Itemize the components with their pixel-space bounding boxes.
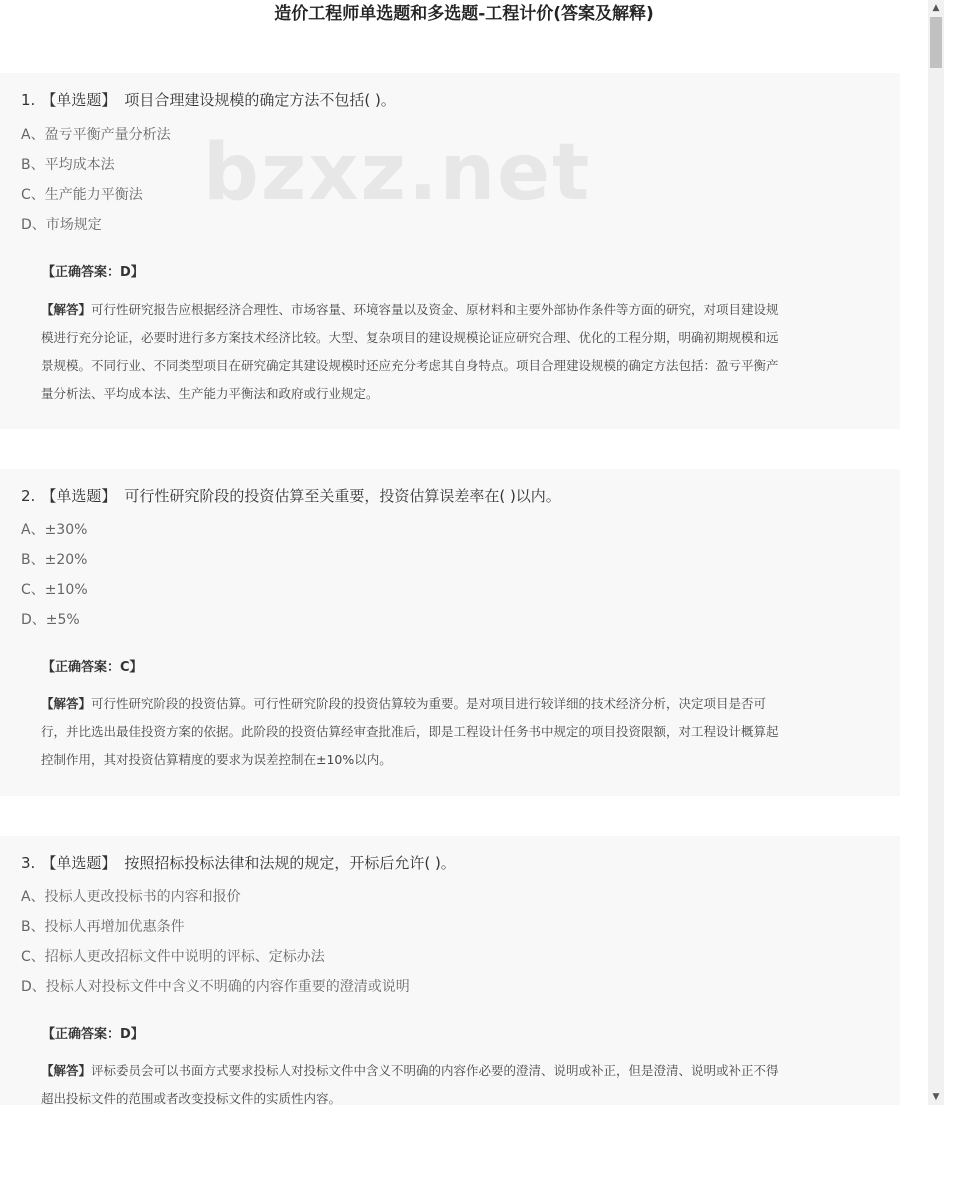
correct-answer: 【正确答案：D】	[42, 265, 144, 280]
correct-answer: 【正确答案：C】	[42, 660, 143, 675]
question-type: 【单选题】	[41, 487, 117, 505]
question-card-2	[0, 469, 900, 796]
explanation-line: 【解答】可行性研究阶段的投资估算。可行性研究阶段的投资估算较为重要。是对项目进行较详细的技术经济分析，决定项目是否可	[41, 696, 767, 711]
question-type: 【单选题】	[41, 854, 117, 872]
scrollbar-thumb[interactable]	[930, 17, 942, 68]
explanation	[41, 1057, 871, 1105]
explanation-tag: 【解答】	[41, 696, 92, 711]
question-type: 【单选题】	[41, 91, 117, 109]
explanation-line: 模进行充分论证，必要时进行多方案技术经济比较。大型、复杂项目的建设规模论证应研究合理、优化的工程分期，明确初期规模和远	[41, 330, 779, 345]
explanation-tag: 【解答】	[41, 302, 92, 317]
option-d[interactable]: D、投标人对投标文件中含义不明确的内容作重要的澄清或说明	[21, 979, 410, 995]
question-number: 2.	[21, 487, 36, 505]
question-title	[21, 485, 561, 507]
explanation-line: 景规模。不同行业、不同类型项目在研究确定其建设规模时还应充分考虑其自身特点。项目合理建设规模的确定方法包括：盈亏平衡产	[41, 358, 779, 373]
option-b[interactable]: B、平均成本法	[21, 157, 115, 173]
explanation-line: 【解答】评标委员会可以书面方式要求投标人对投标文件中含义不明确的内容作必要的澄清、说明或补正，但是澄清、说明或补正不得	[41, 1063, 779, 1078]
explanation-tag: 【解答】	[41, 1063, 92, 1078]
explanation-line: 【解答】可行性研究报告应根据经济合理性、市场容量、环境容量以及资金、原材料和主要外部协作条件等方面的研究，对项目建设规	[41, 302, 779, 317]
question-card-1	[0, 73, 900, 429]
option-d[interactable]: D、市场规定	[21, 217, 102, 233]
question-title	[21, 852, 456, 874]
option-b[interactable]: B、±20%	[21, 552, 88, 568]
explanation	[41, 296, 871, 408]
correct-answer: 【正确答案：D】	[42, 1027, 144, 1042]
explanation-line: 行，并比选出最佳投资方案的依据。此阶段的投资估算经审查批准后，即是工程设计任务书中规定的项目投资限额，对工程设计概算起	[41, 724, 779, 739]
page-title: 造价工程师单选题和多选题-工程计价(答案及解释)	[274, 4, 654, 24]
option-c[interactable]: C、生产能力平衡法	[21, 187, 143, 203]
question-text: 按照招标投标法律和法规的规定，开标后允许( )。	[124, 854, 456, 872]
option-a[interactable]: A、±30%	[21, 522, 88, 538]
option-d[interactable]: D、±5%	[21, 612, 80, 628]
option-a[interactable]: A、投标人更改投标书的内容和报价	[21, 889, 241, 905]
option-c[interactable]: C、招标人更改招标文件中说明的评标、定标办法	[21, 949, 325, 965]
question-text: 可行性研究阶段的投资估算至关重要，投资估算误差率在( )以内。	[124, 487, 561, 505]
option-b[interactable]: B、投标人再增加优惠条件	[21, 919, 185, 935]
question-number: 1.	[21, 91, 36, 109]
vertical-scrollbar[interactable]	[928, 0, 944, 1105]
explanation-line: 量分析法、平均成本法、生产能力平衡法和政府或行业规定。	[41, 386, 379, 401]
question-number: 3.	[21, 854, 36, 872]
option-a[interactable]: A、盈亏平衡产量分析法	[21, 127, 171, 143]
explanation	[41, 690, 871, 774]
scroll-up-arrow-icon[interactable]: ▲	[932, 3, 940, 13]
question-text: 项目合理建设规模的确定方法不包括( )。	[124, 91, 396, 109]
question-title	[21, 89, 396, 111]
question-card-3	[0, 836, 900, 1105]
explanation-line: 超出投标文件的范围或者改变投标文件的实质性内容。	[41, 1091, 342, 1105]
explanation-line: 控制作用，其对投资估算精度的要求为误差控制在±10%以内。	[41, 752, 392, 767]
option-c[interactable]: C、±10%	[21, 582, 88, 598]
scroll-down-arrow-icon[interactable]: ▼	[932, 1092, 940, 1102]
watermark-logo: bzxz.net	[203, 128, 592, 218]
